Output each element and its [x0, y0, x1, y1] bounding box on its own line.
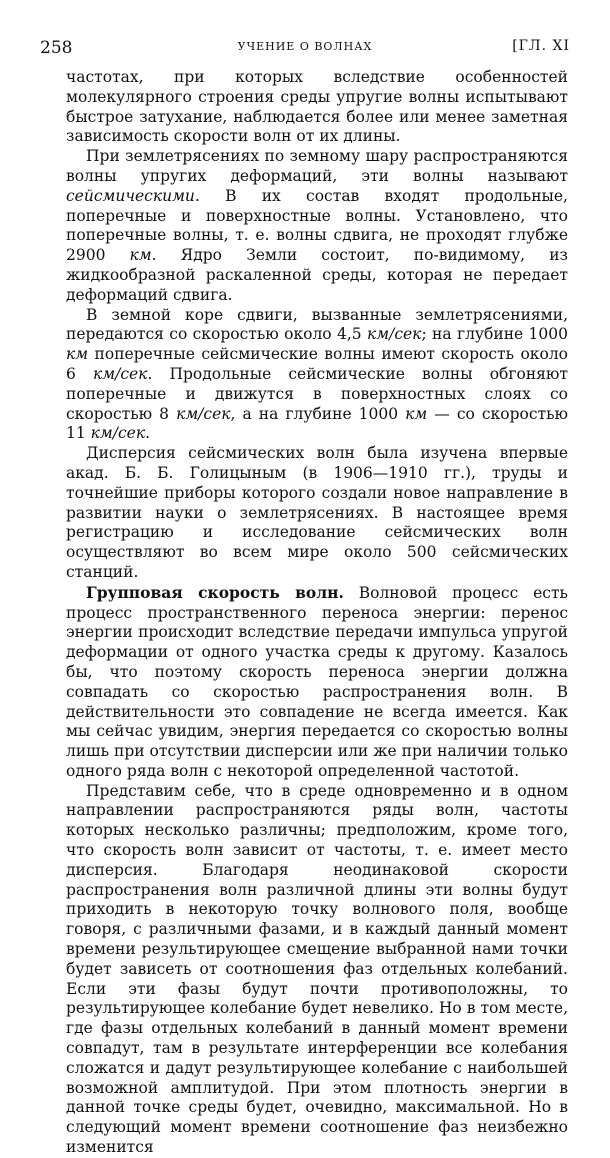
page-number: 258 — [40, 38, 73, 58]
unit-km-sec: км/сек — [92, 364, 148, 383]
text-run: , а на глубине 1000 — [230, 404, 406, 423]
unit-km: км — [405, 404, 428, 423]
unit-km: км — [66, 345, 89, 364]
text-run: поперечные сейсмические волны имеют скорость около 6 — [66, 345, 568, 383]
paragraph-dispersion-history — [66, 444, 568, 583]
unit-km: км — [129, 246, 152, 265]
paragraph-group-velocity — [66, 583, 568, 782]
paragraph-interference — [66, 782, 568, 1158]
text-run: Волновой процесс есть процесс пространственного переноса энергии: перенос энергии происходит вследствие передачи импульса упругой деформации от одного участка среды к другому. Казалось бы, что поэтому скорость переноса энергии должна совпадать со скоростью распространения волн. В действительности это совпадение не всегда имеется. Как мы сейчас увидим, энергия передается со скоростью волны лишь при отсутствии дисперсии или же при наличии только одного ряда волн с некоторой определенной частотой. — [66, 583, 568, 780]
paragraph-continuation — [66, 68, 568, 147]
unit-km-sec: км/сек — [176, 404, 231, 423]
text-run: — со скоростью 11 — [66, 404, 569, 443]
text-run: Дисперсия сейсмических волн была изучена впервые акад. Б. Б. Голицыным (в 1906—1910 гг.), труды и точнейшие приборы которого создали новое направление в развитии науки о землетрясениях. В настоящее время регистрацию и исследование сейсмических волн осуществляют во всем мире около 500 сейсмических станций. — [66, 444, 568, 581]
unit-km-sec: км/сек — [367, 325, 422, 344]
text-run: Представим себе, что в среде одновременно и в одном направлении распространяются ряды волн, частоты которых несколько различны; предположим, кроме того, что скорость волн зависит от частоты, т. е. имеет место дисперсия. Благодаря неодинаковой скорости распространения волн различной длины эти волны будут приходить в некоторую точку волнового поля, вообще говоря, с различными фазами, и в каждый данный момент времени результирующее смещение выбранной нами точки будет зависеть от соотношения фаз отдельных колебаний. Если эти фазы будут почти противоположны, то результирующее колебание будет невелико. Но в том месте, где фазы отдельных колебаний в данный момент времени совпадут, там в результате интерференции все колебания сложатся и дадут результирующее колебание с наибольшей возможной амплитудой. При этом плотность энергии в данной точке среды будет, очевидно, максимальной. Но в следующий момент времени соотношение фаз неизбежно изменится — [66, 781, 568, 1157]
running-title: УЧЕНИЕ О ВОЛНАХ — [237, 40, 373, 53]
text-run: ; на глубине 1000 — [421, 325, 568, 344]
text-run: . В их состав входят продольные, поперечные и поверхностные волны. Установлено, что поперечные волны, т. е. волны сдвига, не проходят глубже 2900 — [66, 186, 568, 265]
text-run: При землетрясениях по земному шару распространяются волны упругих деформаций, эти волны называют — [66, 147, 568, 185]
text-run: . Продольные сейсмические волны обгоняют поперечные и движутся в поверхностных слоях со скоростью 8 — [66, 364, 568, 423]
running-header — [40, 38, 570, 60]
text-run: . Ядро Земли состоит, по-видимому, из жидкообразной раскаленной среды, которая не передает деформаций сдвига. — [66, 246, 568, 304]
chapter-label: [ГЛ. XI — [512, 38, 570, 54]
main-text — [66, 68, 568, 1158]
unit-km-sec: км/сек — [90, 424, 146, 443]
term-seismic: сейсмическими — [66, 186, 195, 205]
text-run: . — [145, 424, 151, 443]
text-run: В земной коре сдвиги, вызванные землетрясениями, передаются со скоростью около 4,5 — [66, 305, 568, 344]
text-run: частотах, при которых вследствие особенностей молекулярного строения среды упругие волны испытывают быстрое затухание, наблюдается более или менее заметная зависимость скорости волн от их длины. — [66, 68, 568, 146]
paragraph-earthquakes — [66, 147, 568, 305]
paragraph-crust-speeds — [66, 306, 568, 445]
section-heading: Групповая скорость волн. — [86, 582, 344, 602]
